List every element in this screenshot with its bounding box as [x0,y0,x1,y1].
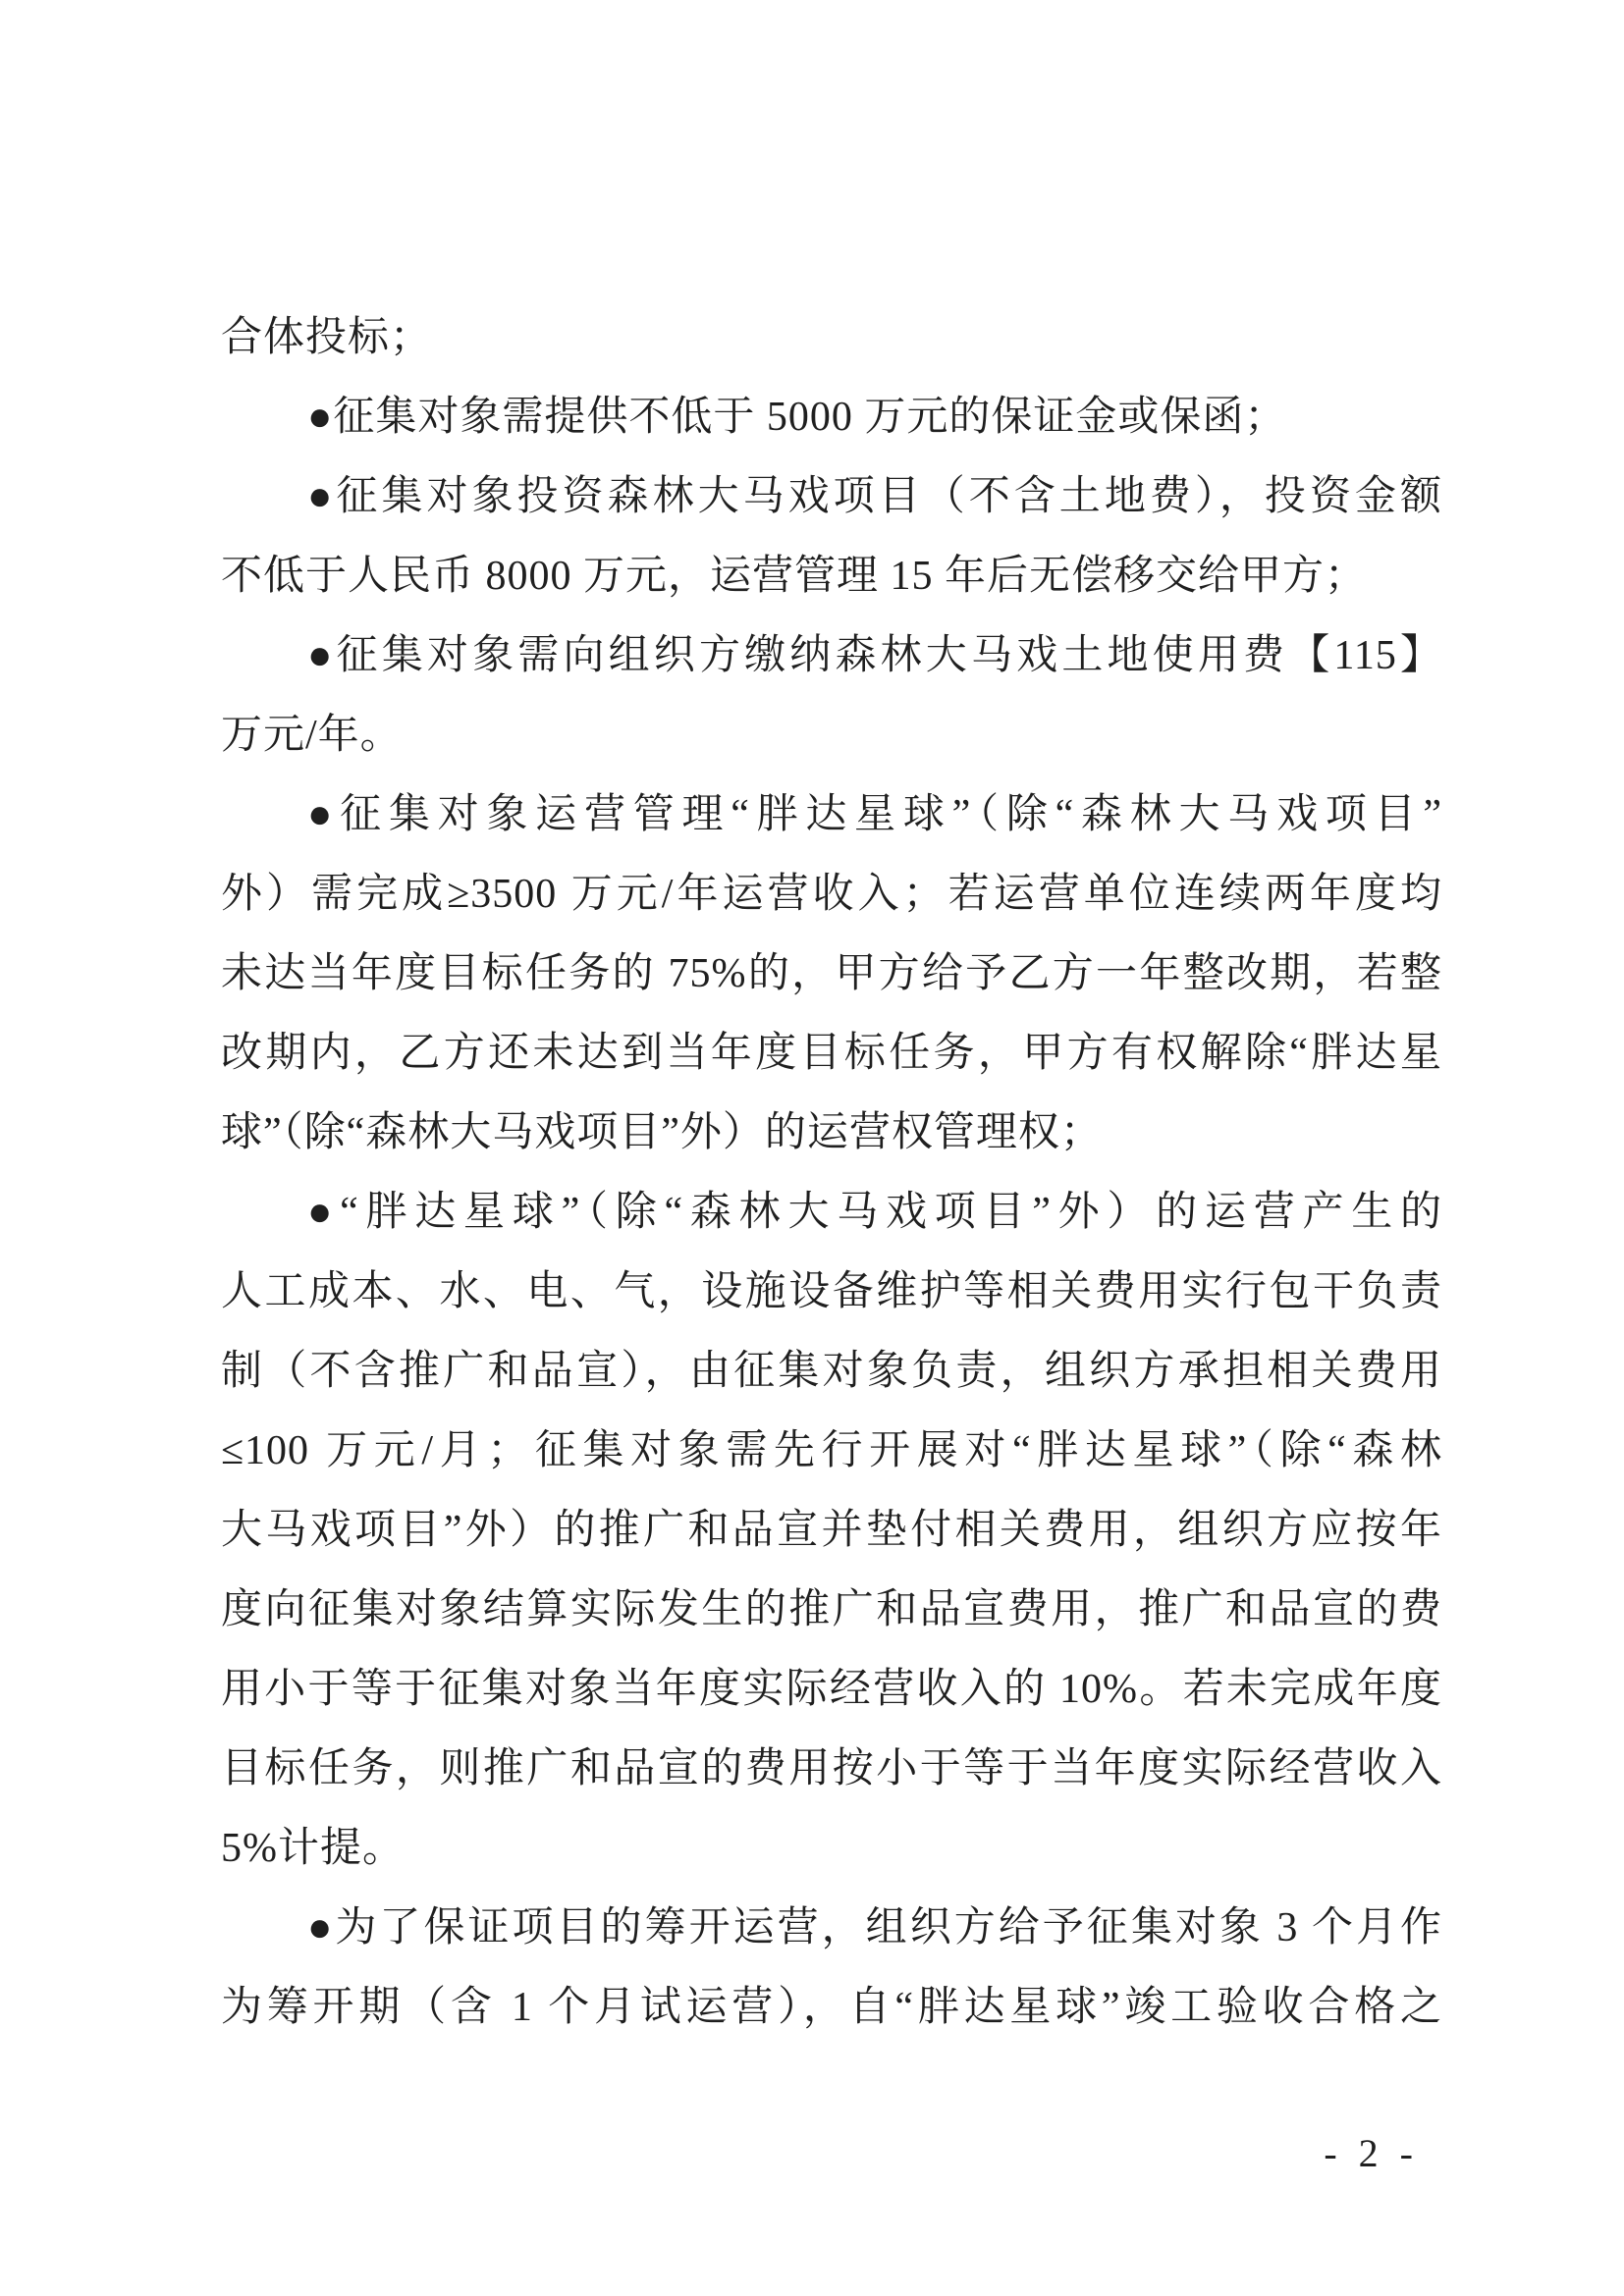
document-line: 万元/年。 [221,713,403,758]
document-line: 用小于等于征集对象当年度实际经营收入的 10%。若未完成年度 [221,1667,1442,1712]
document-line: 不低于人民币 8000 万元，运营管理 15 年后无偿移交给甲方； [221,554,1368,599]
document-line: ≤100 万元/月；征集对象需先行开展对“胖达星球”（除“森林 [221,1428,1442,1473]
document-line: ●征集对象需提供不低于 5000 万元的保证金或保函； [307,395,1287,440]
document-line: 为筹开期（含 1 个月试运营），自“胖达星球”竣工验收合格之 [221,1985,1442,2030]
document-line: ●“胖达星球”（除“森林大马戏项目”外）的运营产生的 [307,1190,1442,1235]
document-line: 改期内，乙方还未达到当年度目标任务，甲方有权解除“胖达星 [221,1031,1442,1076]
page-number: - 2 - [1324,2131,1419,2175]
document-line: 人工成本、水、电、气，设施设备维护等相关费用实行包干负责 [221,1269,1442,1314]
document-line: 度向征集对象结算实际发生的推广和品宣费用，推广和品宣的费 [221,1587,1442,1632]
document-line: 合体投标； [221,315,433,360]
document-line: 5%计提。 [221,1826,405,1871]
document-line: 球”（除“森林大马戏项目”外）的运营权管理权； [221,1110,1103,1155]
document-line: ●征集对象投资森林大马戏项目（不含土地费），投资金额 [307,474,1442,519]
document-line: 大马戏项目”外）的推广和品宣并垫付相关费用，组织方应按年 [221,1508,1442,1553]
document-line: ●征集对象运营管理“胖达星球”（除“森林大马戏项目” [307,792,1442,837]
document-line: ●为了保证项目的筹开运营，组织方给予征集对象 3 个月作 [307,1905,1442,1950]
document-body [221,298,1442,2048]
document-line: 制（不含推广和品宣），由征集对象负责，组织方承担相关费用 [221,1349,1442,1394]
document-line: ●征集对象需向组织方缴纳森林大马戏土地使用费【115】 [307,633,1442,678]
document-line: 目标任务，则推广和品宣的费用按小于等于当年度实际经营收入 [221,1746,1442,1791]
document-line: 外）需完成≥3500 万元/年运营收入；若运营单位连续两年度均 [221,872,1442,917]
document-line: 未达当年度目标任务的 75%的，甲方给予乙方一年整改期，若整 [221,951,1442,996]
